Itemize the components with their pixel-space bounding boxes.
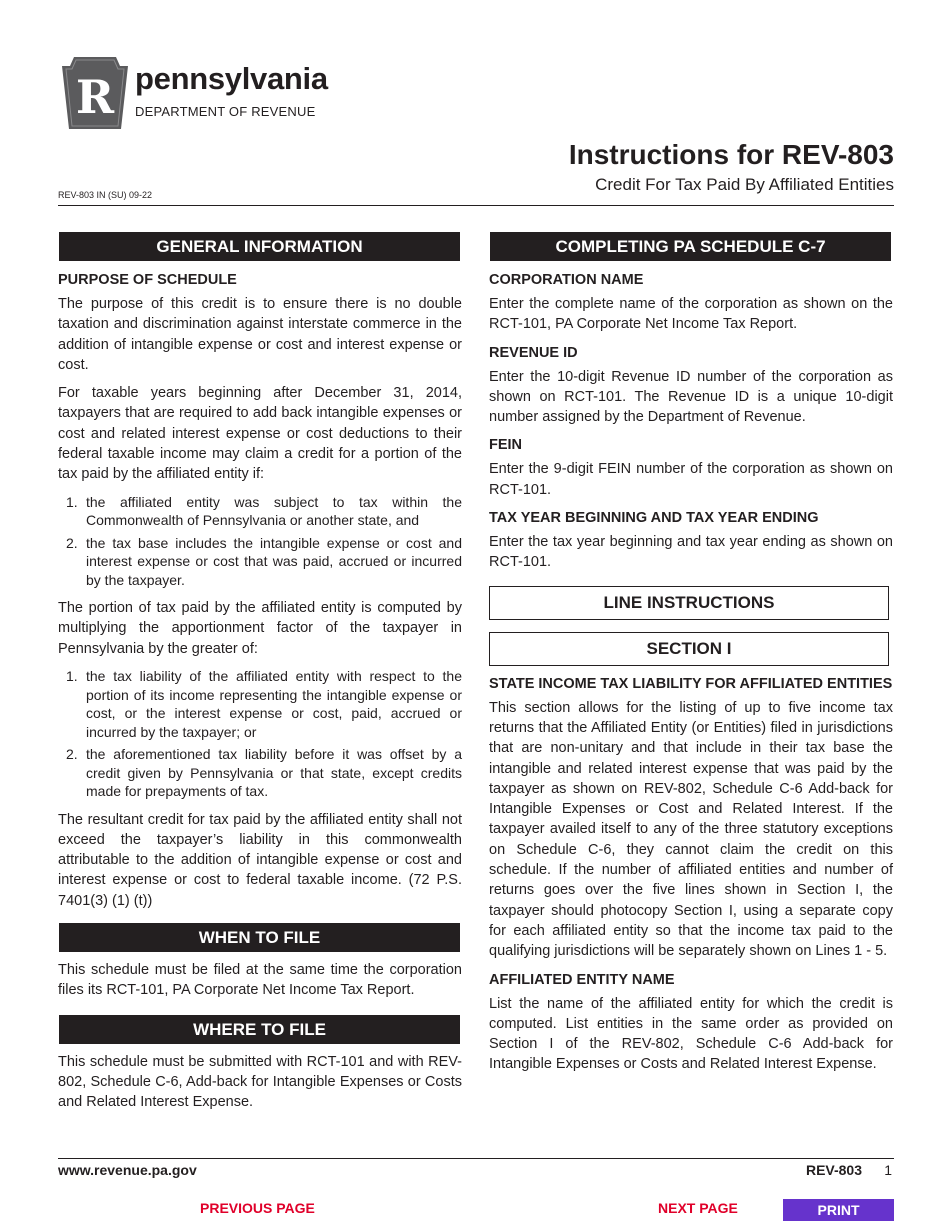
when-to-file-heading: WHEN TO FILE — [59, 923, 460, 952]
left-column — [58, 232, 462, 1121]
revenue-id-text: Enter the 10-digit Revenue ID number of the corporation as shown on RCT-101. The Revenue ID is a unique 10-digit number assigned by the Department of Revenue. — [489, 368, 893, 426]
greater-of-list — [58, 667, 462, 801]
page-number: 1 — [884, 1162, 892, 1178]
fein-heading: FEIN — [489, 437, 523, 454]
pa-revenue-logo — [62, 57, 362, 132]
print-button[interactable]: PRINT — [783, 1199, 894, 1221]
when-to-file-text: This schedule must be filed at the same time the corporation files its RCT-101, PA Corporate Net Income Tax Report. — [58, 962, 462, 999]
previous-page-button[interactable]: PREVIOUS PAGE — [200, 1200, 315, 1216]
footer-form-number: REV-803 — [805, 1162, 862, 1178]
affiliated-entity-text: List the name of the affiliated entity for which the credit is computed. List entities in the same order as provided on Section I of the REV-802, Schedule C-6 Add-back for Intangible Expenses or Costs and Related Interest Expense. — [489, 995, 893, 1073]
revenue-id-heading: REVENUE ID — [489, 344, 578, 361]
resultant-credit-paragraph: The resultant credit for tax paid by the affiliated entity shall not exceed the taxpayer’s liability in this commonwealth attributable to the addition of intangible expense or cost and interest expense or cost to federal taxable income. (72 P.S. 7401(3) (1) (t)) — [58, 811, 462, 909]
state-income-tax-text: This section allows for the listing of up to five income tax returns that the Affiliated Entity (or Entities) filed in jurisdictions that are non-unitary and that include in their tax base the intangible and related interest expense that was paid by the taxpayer as shown on REV-802, Schedule C-6 Add-back for Intangible Expenses or Cost and Related Interest. If the taxpayer availed itself to any of the three statutory exceptions on Schedule C-6, they cannot claim the credit on this schedule. If the number of affiliated entities and number of returns goes over the five lines shown in Section I, the taxpayer should photocopy Section I, using a separate copy for each affiliated entity so that the income tax paid to the qualifying jurisdictions will be separately shown on Lines 1 - 5. — [489, 699, 893, 960]
completing-schedule-heading: COMPLETING PA SCHEDULE C-7 — [490, 232, 891, 261]
logo-letter: R — [75, 70, 115, 124]
tax-year-heading: TAX YEAR BEGINNING AND TAX YEAR ENDING — [489, 510, 819, 527]
list-item: 2. the aforementioned tax liability before it was offset by a credit given by Pennsylvania or that state, except credits made for prepayments of tax. — [66, 746, 462, 800]
list-item: 1. the tax liability of the affiliated entity with respect to the portion of its income representing the intangible expense or cost, or the interest expense or cost, paid, accrued or incurred by the taxpayer; or — [66, 668, 462, 740]
header-divider — [58, 205, 894, 206]
page-title: Instructions for REV-803 — [568, 139, 894, 170]
form-code: REV-803 IN (SU) 09-22 — [58, 190, 153, 200]
list-item: 1. the affiliated entity was subject to tax within the Commonwealth of Pennsylvania or another state, and — [66, 493, 462, 529]
tax-year-text: Enter the tax year beginning and tax year ending as shown on RCT-101. — [489, 534, 893, 571]
portion-paragraph: The portion of tax paid by the affiliated entity is computed by multiplying the apportionment factor of the taxpayer in Pennsylvania by the greater of: — [58, 600, 462, 657]
right-column — [489, 232, 893, 1083]
general-information-heading: GENERAL INFORMATION — [59, 232, 460, 261]
footer-divider — [58, 1158, 894, 1159]
corporation-name-text: Enter the complete name of the corporation as shown on the RCT-101, PA Corporate Net Income Tax Report. — [489, 296, 893, 333]
purpose-paragraph: The purpose of this credit is to ensure there is no double taxation and discrimination against interstate commerce in the addition of intangible expense or cost and interest expense or cost. — [58, 296, 462, 373]
where-to-file-text: This schedule must be submitted with RCT-101 and with REV-802, Schedule C-6, Add-back for Intangible Expenses or Costs and Related Interest Expense. — [58, 1053, 462, 1111]
purpose-heading: PURPOSE OF SCHEDULE — [58, 272, 237, 288]
state-name: pennsylvania — [135, 61, 328, 96]
department-name: DEPARTMENT OF REVENUE — [135, 104, 316, 119]
page-subtitle: Credit For Tax Paid By Affiliated Entities — [595, 175, 894, 194]
fein-text: Enter the 9-digit FEIN number of the corporation as shown on RCT-101. — [489, 461, 893, 498]
footer-website: www.revenue.pa.gov — [58, 1162, 197, 1178]
affiliated-entity-heading: AFFILIATED ENTITY NAME — [489, 971, 675, 988]
taxable-years-paragraph: For taxable years beginning after December 31, 2014, taxpayers that are required to add back intangible expenses or cost and related interest expense or cost deductions to their federal taxable income may claim a credit for a portion of the tax paid by the affiliated entity if: — [58, 385, 462, 483]
section-one-heading: SECTION I — [489, 632, 889, 666]
state-income-tax-heading: STATE INCOME TAX LIABILITY FOR AFFILIATED ENTITIES — [489, 675, 893, 692]
where-to-file-heading: WHERE TO FILE — [59, 1015, 460, 1044]
list-item: 2. the tax base includes the intangible expense or cost and interest expense or cost that was paid, accrued or incurred by the taxpayer. — [66, 534, 462, 588]
line-instructions-heading: LINE INSTRUCTIONS — [489, 586, 889, 620]
conditions-list — [58, 493, 462, 590]
keystone-logo-icon — [62, 57, 128, 129]
next-page-button[interactable]: NEXT PAGE — [658, 1200, 738, 1216]
corporation-name-heading: CORPORATION NAME — [489, 272, 644, 288]
